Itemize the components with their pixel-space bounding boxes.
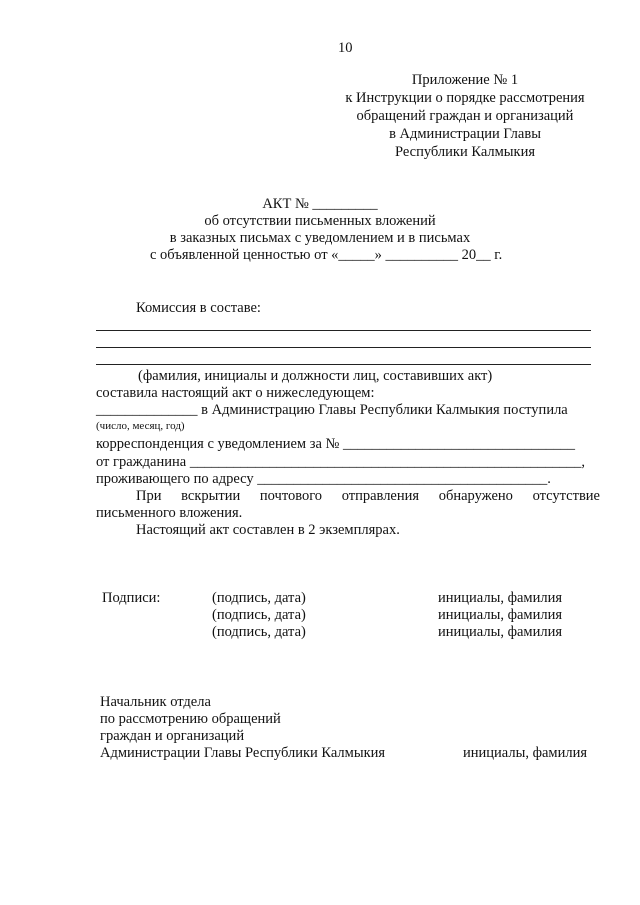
paragraph-1-word: отправления (341, 488, 420, 504)
paragraph-1-word: отсутствие (532, 488, 600, 504)
signature-name-placeholder: инициалы, фамилия (438, 607, 563, 623)
footer-line-3: граждан и организаций (100, 728, 245, 744)
paragraph-1-line-1 (136, 488, 600, 505)
commission-line-1 (96, 330, 591, 331)
footer-name-placeholder: инициалы, фамилия (463, 745, 588, 761)
body-line-1: составила настоящий акт о нижеследующем: (96, 385, 375, 401)
body-line-3: корреспонденция с уведомлением за № ________________________________ (96, 436, 575, 452)
body-line-2: ______________ в Администрацию Главы Республики Калмыкия поступила (96, 402, 568, 418)
signature-placeholder: (подпись, дата) (212, 607, 306, 623)
signature-placeholder: (подпись, дата) (212, 624, 306, 640)
commission-label: Комиссия в составе: (136, 300, 261, 316)
footer-line-2: по рассмотрению обращений (100, 711, 281, 727)
appendix-line-3: обращений граждан и организаций (356, 108, 574, 124)
appendix-line-5: Республики Калмыкия (394, 144, 536, 160)
paragraph-2: Настоящий акт составлен в 2 экземплярах. (136, 522, 400, 538)
commission-line-3 (96, 364, 591, 365)
signature-name-placeholder: инициалы, фамилия (438, 624, 563, 640)
appendix-line-1: Приложение № 1 (411, 72, 519, 88)
appendix-line-2: к Инструкции о порядке рассмотрения (345, 90, 585, 106)
commission-caption: (фамилия, инициалы и должности лиц, составивших акт) (138, 368, 493, 384)
act-title-line-3: в заказных письмах с уведомлением и в письмах (169, 230, 471, 246)
footer-line-1: Начальник отдела (100, 694, 211, 710)
paragraph-1-word: обнаружено (438, 488, 513, 504)
commission-line-2 (96, 347, 591, 348)
act-title-line-4: с объявленной ценностью от «_____» __________ 20__ г. (150, 247, 503, 263)
act-title-line-2: об отсутствии письменных вложений (204, 213, 436, 229)
body-line-5: проживающего по адресу ________________________________________. (96, 471, 551, 487)
paragraph-1-word: При (136, 488, 162, 504)
page-number: 10 (338, 40, 353, 56)
appendix-line-4: в Администрации Главы (389, 126, 541, 142)
act-title-line-1: АКТ № _________ (262, 196, 378, 212)
footer-line-4: Администрации Главы Республики Калмыкия (100, 745, 386, 761)
signatures-label: Подписи: (102, 590, 161, 606)
paragraph-1-word: почтового (259, 488, 323, 504)
date-caption: (число, месяц, год) (96, 420, 185, 432)
paragraph-1-word: вскрытии (181, 488, 241, 504)
body-line-4: от гражданина ______________________________________________________, (96, 454, 585, 470)
paragraph-1-line-2: письменного вложения. (96, 505, 243, 521)
signature-placeholder: (подпись, дата) (212, 590, 306, 606)
signature-name-placeholder: инициалы, фамилия (438, 590, 563, 606)
